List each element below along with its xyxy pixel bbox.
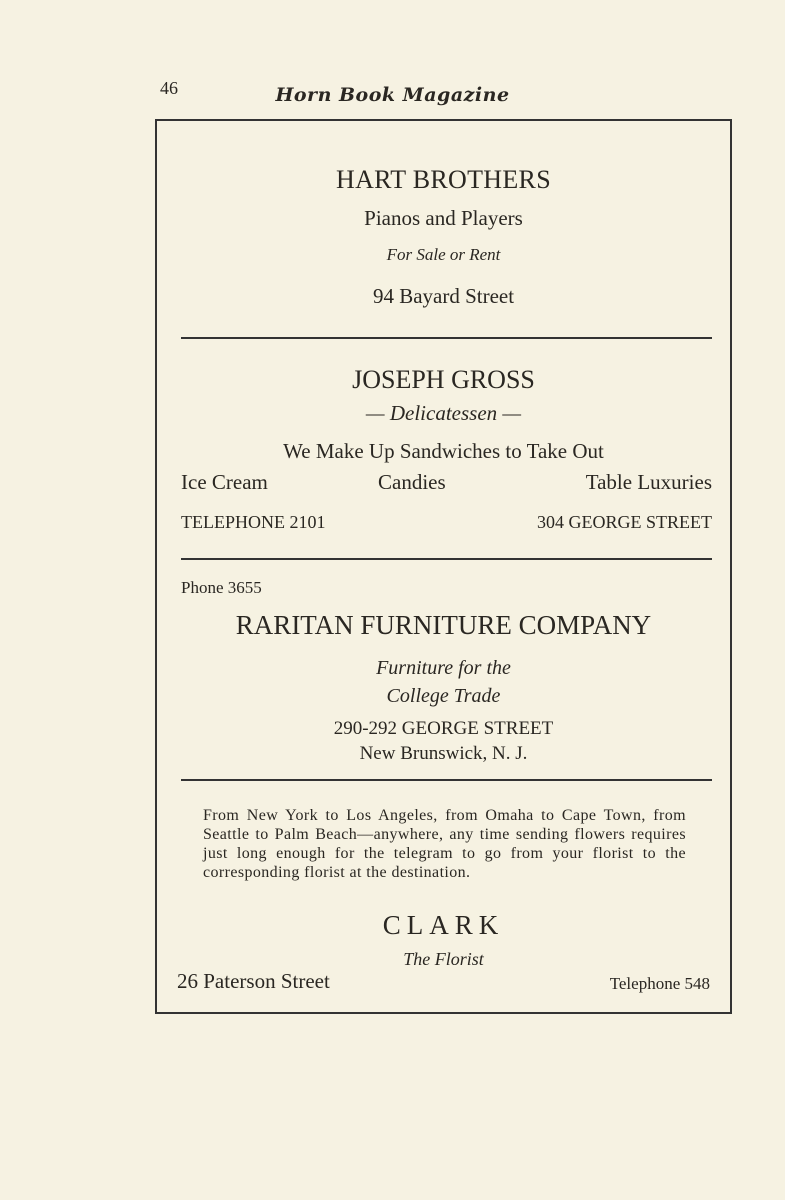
divider <box>181 337 712 339</box>
running-title: Horn Book Magazine <box>275 84 510 106</box>
joseph-gross-name: JOSEPH GROSS <box>352 365 535 394</box>
divider <box>181 779 712 781</box>
page-number: 46 <box>160 78 178 98</box>
joseph-gross-subtitle: — Delicatessen — <box>365 401 522 425</box>
raritan-city: New Brunswick, N. J. <box>359 743 528 764</box>
divider <box>181 558 712 560</box>
joseph-gross-address: 304 GEORGE STREET <box>537 512 712 532</box>
raritan-street: 290-292 GEORGE STREET <box>333 718 554 739</box>
joseph-gross-tagline: We Make Up Sandwiches to Take Out <box>283 439 604 463</box>
clark-name: CLARK <box>382 910 505 940</box>
hart-brothers-products: Pianos and Players <box>364 206 523 230</box>
raritan-address <box>157 716 730 766</box>
raritan-name: RARITAN FURNITURE COMPANY <box>235 610 652 640</box>
advertisement-frame <box>155 119 732 1014</box>
hart-brothers-address: 94 Bayard Street <box>372 284 515 308</box>
item-ice-cream: Ice Cream <box>181 470 268 494</box>
clark-address: 26 Paterson Street <box>177 969 330 993</box>
raritan-phone: Phone 3655 <box>181 578 262 597</box>
joseph-gross-telephone: TELEPHONE 2101 <box>181 512 326 532</box>
item-table-luxuries: Table Luxuries <box>585 470 712 494</box>
hart-brothers-name: HART BROTHERS <box>336 165 551 194</box>
clark-subtitle: The Florist <box>403 949 484 969</box>
raritan-tagline-line2: College Trade <box>386 685 501 707</box>
item-candies: Candies <box>378 470 446 494</box>
raritan-tagline <box>157 654 730 710</box>
clark-description: From New York to Los Angeles, from Omaha to Cape Town, from Seattle to Palm Beach—anywhere, any time sending flowers requires just long enough for the telegram to go from your florist to the corresponding florist at the destination. <box>203 807 686 881</box>
hart-brothers-terms: For Sale or Rent <box>386 245 501 264</box>
clark-telephone: Telephone 548 <box>609 974 710 993</box>
raritan-tagline-line1: Furniture for the <box>376 657 511 679</box>
